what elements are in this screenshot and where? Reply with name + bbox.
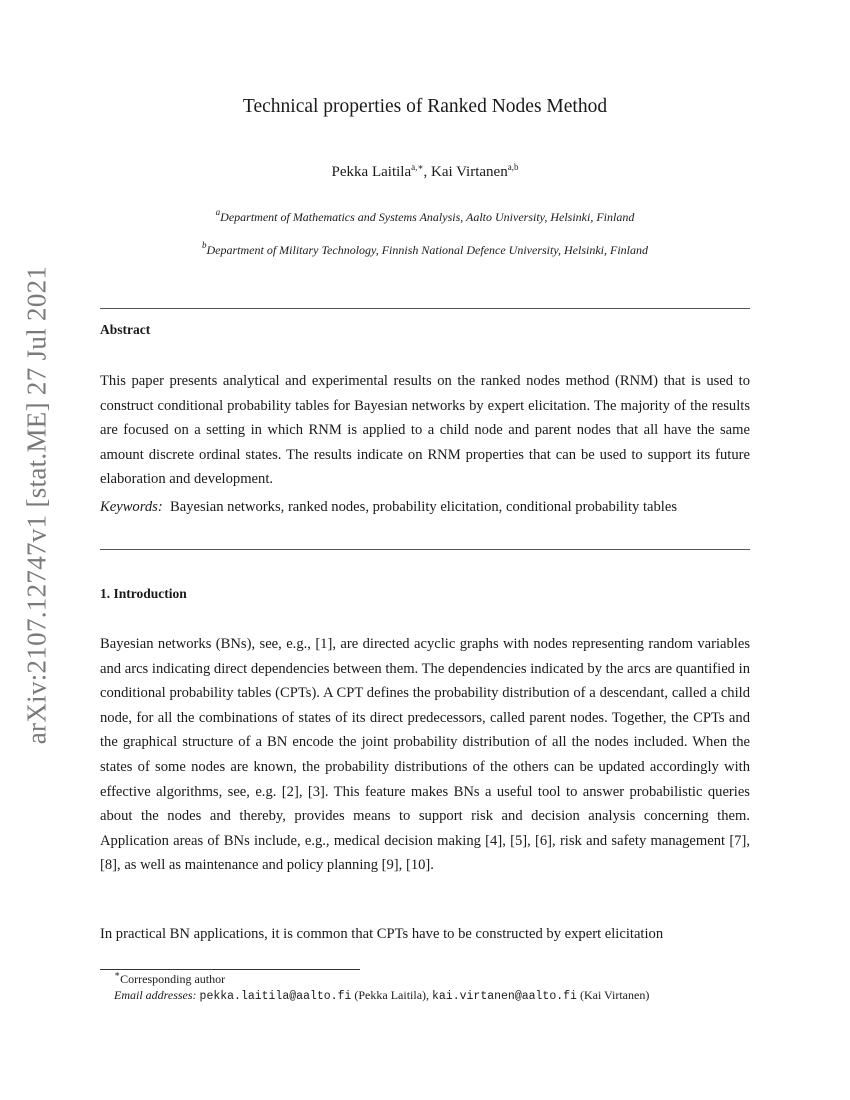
footnote-emails <box>114 988 649 1003</box>
email-address[interactable]: pekka.laitila@aalto.fi <box>199 990 352 1003</box>
abstract-heading: Abstract <box>100 322 151 337</box>
affiliation-text: Department of Mathematics and Systems Analysis, Aalto University, Helsinki, Finland <box>220 210 635 224</box>
paper-title: Technical properties of Ranked Nodes Method <box>242 96 608 117</box>
author-affiliation-mark: a,b <box>507 162 519 172</box>
email-owner: (Pekka Laitila), <box>351 988 433 1002</box>
affiliation-mark: b <box>202 240 207 250</box>
email-label: Email addresses: <box>114 988 197 1002</box>
affiliation-mark: a <box>215 207 221 217</box>
author-name: Kai Virtanen <box>430 164 508 180</box>
abstract-text: This paper presents analytical and experimental results on the ranked nodes method (RNM) that is used to construct conditional probability tables for Bayesian networks by expert elicitation. The majority of the results are focused on a setting in which RNM is applied to a child node and parent nodes that all have the same amount discrete ordinal states. The results indicate on RNM properties that can be used to support its future elaboration and development. <box>100 373 750 488</box>
keywords <box>100 495 750 520</box>
arxiv-sidebar-stamp <box>17 265 57 745</box>
author-affiliation-mark: a,∗ <box>411 162 424 172</box>
abstract-bottom-rule <box>100 549 750 550</box>
keywords-label: Keywords: <box>100 499 163 515</box>
footnote-corresponding <box>114 969 226 987</box>
abstract-top-rule <box>100 308 750 309</box>
body-paragraph: Bayesian networks (BNs), see, e.g., [1], are directed acyclic graphs with nodes representing random variables and arcs indicating direct dependencies between them. The dependencies indicated by the arcs are quantified in conditional probability tables (CPTs). A CPT defines the probability distribution of a descendant, called a child node, for all the combinations of states of its direct predecessors, called parent nodes. Together, the CPTs and the graphical structure of a BN encode the joint probability distribution of all the nodes included. When the states of some nodes are known, the probability distributions of the others can be updated accordingly with effective algorithms, see, e.g. [2], [3]. This feature makes BNs a useful tool to answer probabilistic queries about the nodes and thereby, provides means to support risk and decision analysis concerning them. Application areas of BNs include, e.g., medical decision making [4], [5], [6], risk and safety management [7], [8], as well as maintenance and policy planning [9], [10]. <box>100 636 750 874</box>
footnote-text: Corresponding author <box>120 972 226 986</box>
section-heading: 1. Introduction <box>100 586 187 601</box>
author-name: Pekka Laitila <box>331 164 412 180</box>
email-address[interactable]: kai.virtanen@aalto.fi <box>432 990 577 1003</box>
affiliation-text: Department of Military Technology, Finnish National Defence University, Helsinki, Finland <box>206 243 648 257</box>
footnote-rule <box>100 969 360 970</box>
body-paragraph: In practical BN applications, it is common that CPTs have to be constructed by expert elicitation <box>100 926 664 942</box>
email-owner: (Kai Virtanen) <box>576 988 650 1002</box>
keywords-text: Bayesian networks, ranked nodes, probability elicitation, conditional probability tables <box>170 499 678 515</box>
author-separator: , <box>423 164 431 180</box>
author-line <box>0 164 850 181</box>
affiliation <box>0 240 850 258</box>
affiliation <box>0 207 850 225</box>
footnote-mark: ∗ <box>114 969 121 979</box>
arxiv-identifier: arXiv:2107.12747v1 [stat.ME] 27 Jul 2021 <box>21 265 52 745</box>
